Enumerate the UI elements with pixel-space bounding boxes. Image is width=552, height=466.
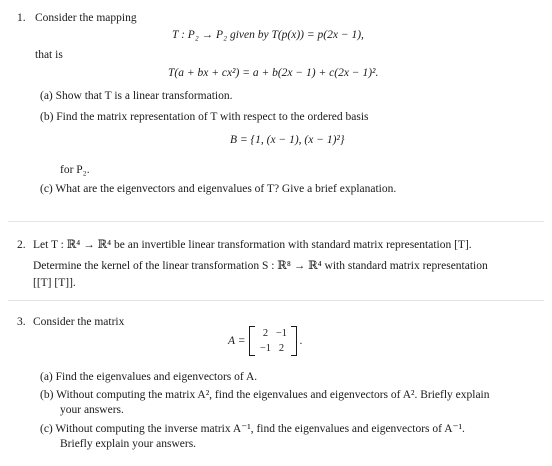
problem-3-part-a: (a) Find the eigenvalues and eigenvectors of A.	[40, 371, 258, 383]
divider	[8, 221, 544, 222]
problem-1-part-c: (c) What are the eigenvectors and eigenvalues of T? Give a brief explanation.	[40, 183, 397, 195]
matrix-right-bracket	[291, 326, 297, 356]
problem-1-number: 1.	[17, 12, 26, 24]
matrix-entry: 2	[262, 328, 269, 340]
problem-3-part-c-line-2: Briefly explain your answers.	[60, 438, 197, 450]
problem-2-number: 2.	[17, 239, 26, 251]
matrix-entry: −1	[275, 328, 288, 340]
divider	[8, 300, 544, 301]
problem-1-mapping: T : P₂ → P₂ given by T(p(x)) = p(2x − 1),	[172, 29, 364, 41]
problem-2-line-1: Let T : ℝ⁴ → ℝ⁴ be an invertible linear transformation with standard matrix representation [T].	[33, 239, 472, 251]
problem-1-formula: T(a + bx + cx²) = a + b(2x − 1) + c(2x − 1)².	[168, 67, 379, 79]
problem-3-number: 3.	[17, 316, 26, 328]
problem-3-intro: Consider the matrix	[33, 316, 125, 328]
matrix-entries	[255, 327, 291, 354]
problem-3-part-b-line-1: (b) Without computing the matrix A², find the eigenvalues and eigenvectors of A². Briefly explain	[40, 389, 490, 401]
matrix-entry: 2	[278, 342, 285, 354]
problem-1-intro: Consider the mapping	[35, 12, 137, 24]
problem-3-part-c-line-1: (c) Without computing the inverse matrix A⁻¹, find the eigenvalues and eigenvectors of A⁻¹.	[40, 423, 465, 435]
matrix-entry: −1	[259, 342, 272, 354]
matrix-a	[228, 326, 302, 356]
matrix-end: .	[299, 334, 303, 347]
problem-1-part-b: (b) Find the matrix representation of T with respect to the ordered basis	[40, 111, 369, 123]
problem-2-line-2: Determine the kernel of the linear transformation S : ℝ⁸ → ℝ⁴ with standard matrix representation	[33, 260, 488, 272]
problem-1-for-p2: for P₂.	[60, 164, 90, 176]
problem-3-part-b-line-2: your answers.	[60, 404, 124, 416]
problem-2-line-3: [[T] [T]].	[33, 277, 76, 289]
problem-1-that-is: that is	[35, 49, 63, 61]
matrix-label: A =	[228, 334, 246, 347]
problem-1-basis: B = {1, (x − 1), (x − 1)²}	[230, 134, 345, 146]
problem-1-part-a: (a) Show that T is a linear transformation.	[40, 90, 233, 102]
